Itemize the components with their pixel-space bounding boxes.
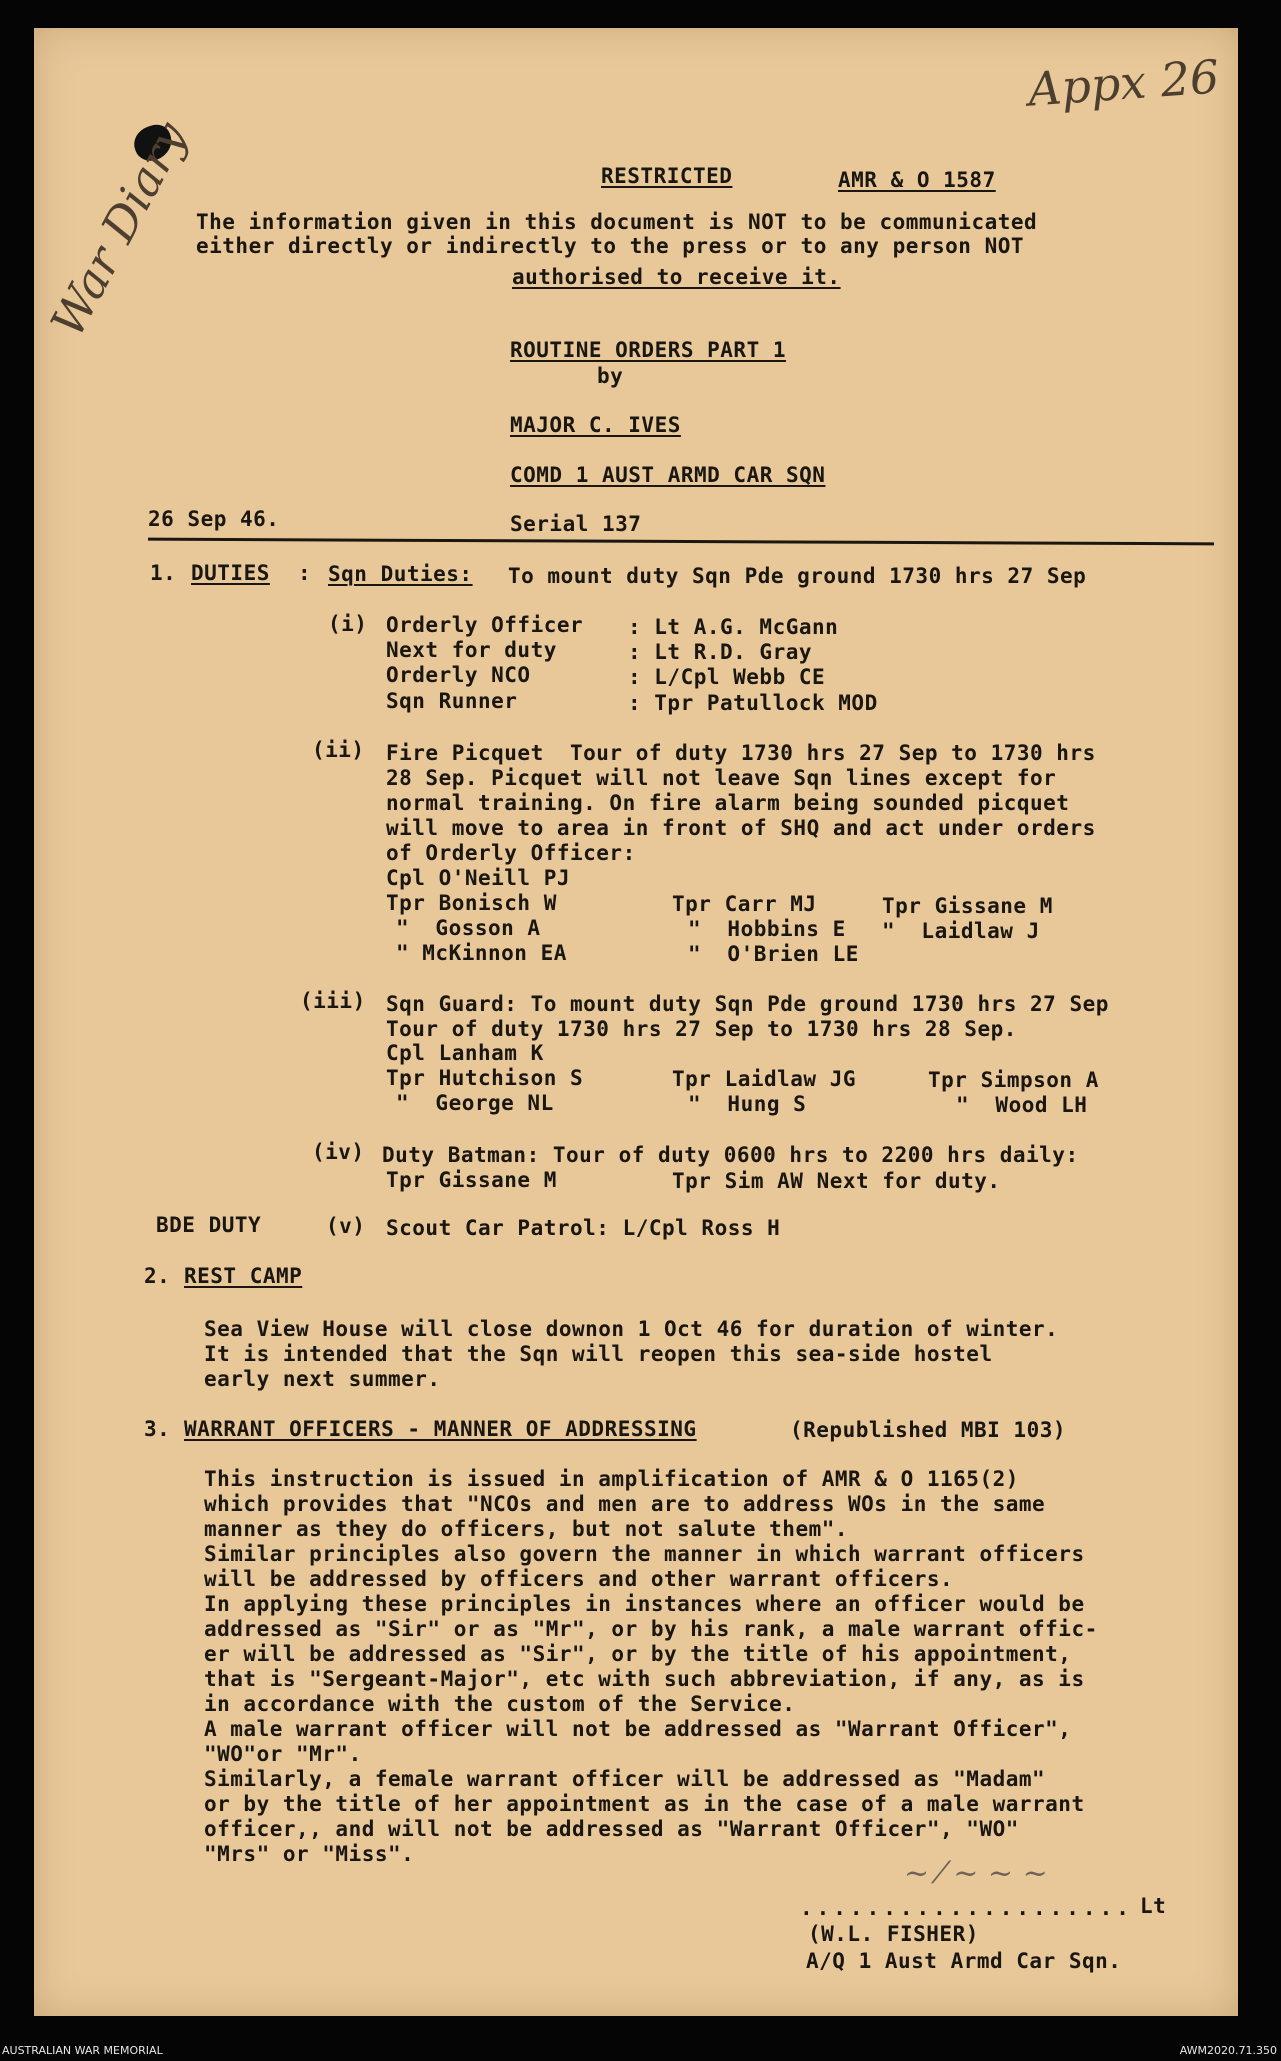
signature-dots: .................... <box>800 1896 1133 1920</box>
sqn-duties-intro: To mount duty Sqn Pde ground 1730 hrs 27 Sep <box>508 564 1087 588</box>
warrant-officers-line: addressed as "Sir" or as "Mr", or by his rank, a male warrant offic- <box>204 1617 1098 1641</box>
section-1-number: 1. <box>150 561 177 585</box>
section-2-heading: REST CAMP <box>184 1264 303 1288</box>
fire-picquet-line: of Orderly Officer: <box>386 841 636 865</box>
section-3-heading: WARRANT OFFICERS - MANNER OF ADDRESSING <box>184 1417 697 1441</box>
warrant-officers-line: A male warrant officer will not be addressed as "Warrant Officer", <box>204 1717 1072 1741</box>
section-1-colon: : <box>298 561 312 585</box>
sqn-guard-line: Cpl Lanham K <box>386 1041 544 1065</box>
signature-rank: Lt <box>1140 1894 1167 1918</box>
warrant-officers-line: in accordance with the custom of the Service. <box>204 1692 796 1716</box>
item-i-number: (i) <box>328 612 368 636</box>
warrant-officers-line: In applying these principles in instances where an officer would be <box>204 1592 1085 1616</box>
duty-role: Orderly NCO <box>386 663 531 687</box>
sqn-guard-line: Tour of duty 1730 hrs 27 Sep to 1730 hrs 28 Sep. <box>386 1017 1017 1041</box>
duty-batman-line: Duty Batman: Tour of duty 0600 hrs to 2200 hrs daily: <box>382 1143 1079 1167</box>
fire-picquet-line: normal training. On fire alarm being sounded picquet <box>386 791 1070 815</box>
sqn-duties-label: Sqn Duties: <box>328 562 473 586</box>
notice-line-1: The information given in this document is NOT to be communicated <box>196 210 1038 234</box>
item-iv-number: (iv) <box>312 1140 365 1164</box>
section-3-number: 3. <box>144 1417 171 1441</box>
warrant-officers-line: or by the title of her appointment as in the case of a male warrant <box>204 1792 1085 1816</box>
document-date: 26 Sep 46. <box>148 507 280 531</box>
war-diary-annotation: War Diary <box>40 113 198 346</box>
warrant-officers-line: "Mrs" or "Miss". <box>204 1842 415 1866</box>
title-unit: COMD 1 AUST ARMD CAR SQN <box>510 463 826 487</box>
notice-line-3: authorised to receive it. <box>512 265 841 289</box>
duty-role: Sqn Runner <box>386 689 518 713</box>
picquet-member: Tpr Gissane M <box>882 894 1053 918</box>
fire-picquet-line: Cpl O'Neill PJ <box>386 866 571 890</box>
guard-member: Tpr Simpson A <box>928 1068 1099 1092</box>
picquet-member: " O'Brien LE <box>688 942 859 966</box>
fire-picquet-line: 28 Sep. Picquet will not leave Sqn lines except for <box>386 766 1057 790</box>
handwritten-signature: ~ ⁄ ~ ~ ~ <box>904 1856 1048 1891</box>
warrant-officers-line: will be addressed by officers and other warrant officers. <box>204 1567 954 1591</box>
item-ii-number: (ii) <box>312 738 365 762</box>
appendix-annotation: Appx 26 <box>1026 49 1221 117</box>
guard-member: " Hung S <box>688 1092 807 1116</box>
duty-role: Orderly Officer <box>386 613 584 637</box>
signatory-appointment: A/Q 1 Aust Armd Car Sqn. <box>806 1949 1122 1973</box>
guard-member: " Wood LH <box>956 1093 1088 1117</box>
item-iii-number: (iii) <box>300 989 366 1013</box>
document-title: ROUTINE ORDERS PART 1 <box>510 338 787 362</box>
sqn-guard-line: Sqn Guard: To mount duty Sqn Pde ground 1730 hrs 27 Sep <box>386 992 1109 1016</box>
warrant-officers-line: er will be addressed as "Sir", or by the title of his appointment, <box>204 1642 1072 1666</box>
restricted-label: RESTRICTED <box>601 164 733 188</box>
title-by: by <box>597 364 624 388</box>
guard-member: Tpr Hutchison S <box>386 1066 584 1090</box>
picquet-member: Tpr Bonisch W <box>386 891 557 915</box>
fire-picquet-line: will move to area in front of SHQ and act under orders <box>386 816 1096 840</box>
section-2-number: 2. <box>144 1264 171 1288</box>
guard-member: " George NL <box>396 1091 554 1115</box>
signatory-name: (W.L. FISHER) <box>808 1922 979 1946</box>
warrant-officers-line: Similar principles also govern the manner in which warrant officers <box>204 1542 1085 1566</box>
warrant-officers-line: This instruction is issued in amplification of AMR & O 1165(2) <box>204 1467 1019 1491</box>
rest-camp-line: It is intended that the Sqn will reopen this sea-side hostel <box>204 1342 993 1366</box>
reference-number: AMR & O 1587 <box>838 168 996 192</box>
warrant-officers-line: which provides that "NCOs and men are to address WOs in the same <box>204 1492 1046 1516</box>
archive-reference: AWM2020.71.350 <box>1179 2044 1277 2057</box>
duty-name: : Lt A.G. McGann <box>628 615 839 639</box>
duty-batman-next: Tpr Sim AW Next for duty. <box>672 1169 1001 1193</box>
picquet-member: " Hobbins E <box>688 917 846 941</box>
picquet-member: " Laidlaw J <box>882 919 1040 943</box>
section-3-heading-tail: (Republished MBI 103) <box>790 1418 1067 1442</box>
warrant-officers-line: "WO"or "Mr". <box>204 1742 362 1766</box>
serial-number: Serial 137 <box>510 512 642 536</box>
title-author: MAJOR C. IVES <box>510 413 681 437</box>
scout-car-patrol-line: Scout Car Patrol: L/Cpl Ross H <box>386 1216 781 1240</box>
rest-camp-line: Sea View House will close downon 1 Oct 46 for duration of winter. <box>204 1317 1059 1341</box>
picquet-member: " Gosson A <box>396 916 541 940</box>
section-1-heading: DUTIES <box>191 561 270 585</box>
guard-member: Tpr Laidlaw JG <box>672 1067 857 1091</box>
bde-duty-label: BDE DUTY <box>156 1213 262 1237</box>
warrant-officers-line: Similarly, a female warrant officer will be addressed as "Madam" <box>204 1767 1046 1791</box>
notice-line-2: either directly or indirectly to the press or to any person NOT <box>196 234 1025 258</box>
duty-role: Next for duty <box>386 638 557 662</box>
picquet-member: " McKinnon EA <box>396 941 567 965</box>
picquet-member: Tpr Carr MJ <box>672 892 817 916</box>
item-v-number: (v) <box>326 1214 366 1238</box>
duty-name: : Tpr Patullock MOD <box>628 691 878 715</box>
warrant-officers-line: manner as they do officers, but not salute them". <box>204 1517 849 1541</box>
fire-picquet-line: Fire Picquet Tour of duty 1730 hrs 27 Sep to 1730 hrs <box>386 741 1096 765</box>
archive-credit: AUSTRALIAN WAR MEMORIAL <box>2 2044 163 2057</box>
duty-batman-name: Tpr Gissane M <box>386 1168 557 1192</box>
duty-name: : L/Cpl Webb CE <box>628 665 826 689</box>
duty-name: : Lt R.D. Gray <box>628 640 813 664</box>
rest-camp-line: early next summer. <box>204 1367 441 1391</box>
warrant-officers-line: that is "Sergeant-Major", etc with such abbreviation, if any, as is <box>204 1667 1085 1691</box>
warrant-officers-line: officer,, and will not be addressed as "Warrant Officer", "WO" <box>204 1817 1019 1841</box>
